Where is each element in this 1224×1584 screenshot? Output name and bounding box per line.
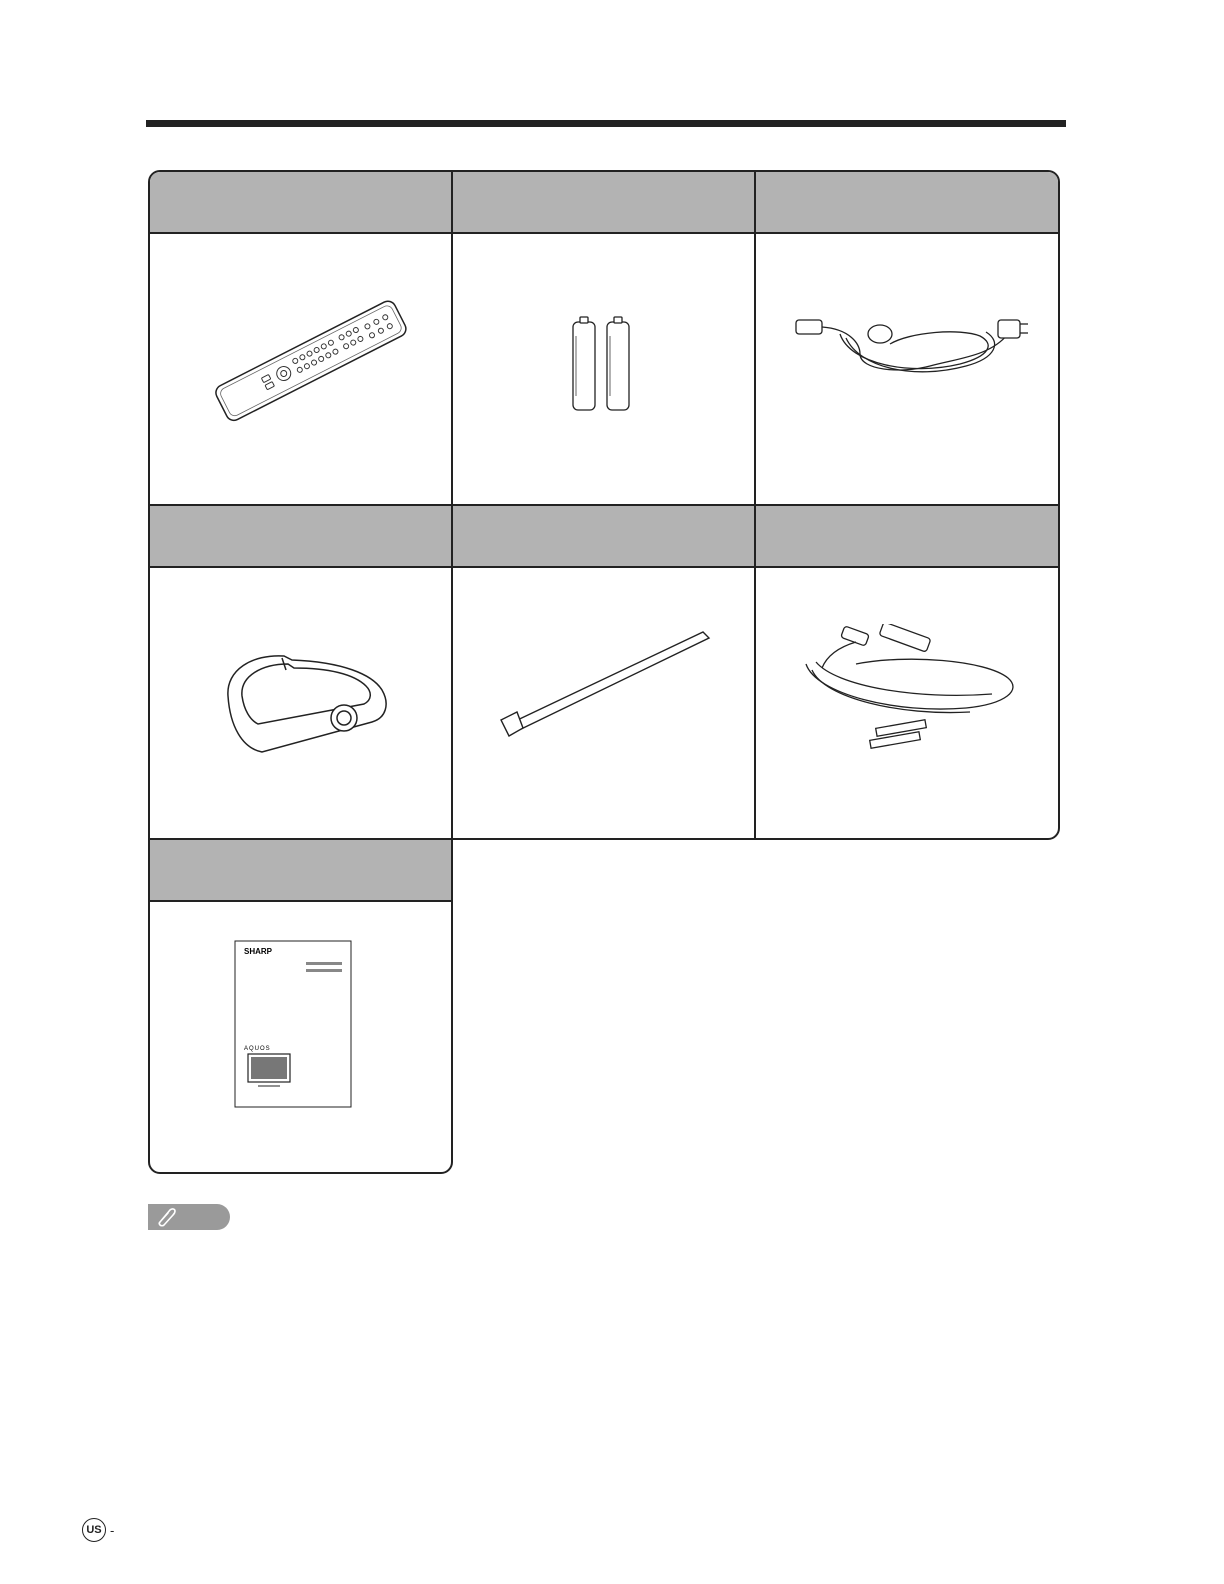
accessory-remote-control [148, 170, 453, 506]
page-number-separator: - [110, 1522, 115, 1538]
accessory-header [150, 840, 451, 902]
power-cord-icon [790, 304, 1030, 384]
paperclip-icon [154, 1206, 180, 1228]
accessory-cable-tie [451, 504, 756, 840]
battery-icon [565, 316, 645, 416]
accessory-cable-clamp [148, 504, 453, 840]
accessory-header [150, 506, 451, 568]
accessory-header [756, 172, 1058, 234]
accessory-operation-manual [148, 838, 453, 1174]
page-footer [82, 1518, 114, 1542]
accessory-illustration [150, 234, 451, 504]
accessory-ir-blaster-cable [754, 504, 1060, 840]
manual-cover-icon [234, 940, 354, 1110]
cable-clamp-icon [222, 648, 392, 758]
accessory-batteries [451, 170, 756, 506]
accessory-illustration [756, 234, 1058, 504]
remote-control-icon [200, 274, 420, 444]
manual-brand: SHARP [244, 947, 273, 956]
accessory-illustration [756, 568, 1058, 838]
manual-product-line: AQUOS [244, 1046, 271, 1052]
accessory-illustration [150, 902, 451, 1172]
section-title-rule [146, 120, 1066, 127]
region-badge: US [82, 1518, 106, 1542]
accessory-header [150, 172, 451, 234]
cable-tie-icon [497, 628, 717, 748]
accessory-header [453, 506, 754, 568]
ir-cable-icon [796, 624, 1026, 754]
accessory-illustration [150, 568, 451, 838]
accessory-header [453, 172, 754, 234]
accessory-illustration [453, 234, 754, 504]
accessory-header [756, 506, 1058, 568]
accessory-ac-cord [754, 170, 1060, 506]
note-tab [148, 1204, 230, 1230]
accessory-illustration [453, 568, 754, 838]
